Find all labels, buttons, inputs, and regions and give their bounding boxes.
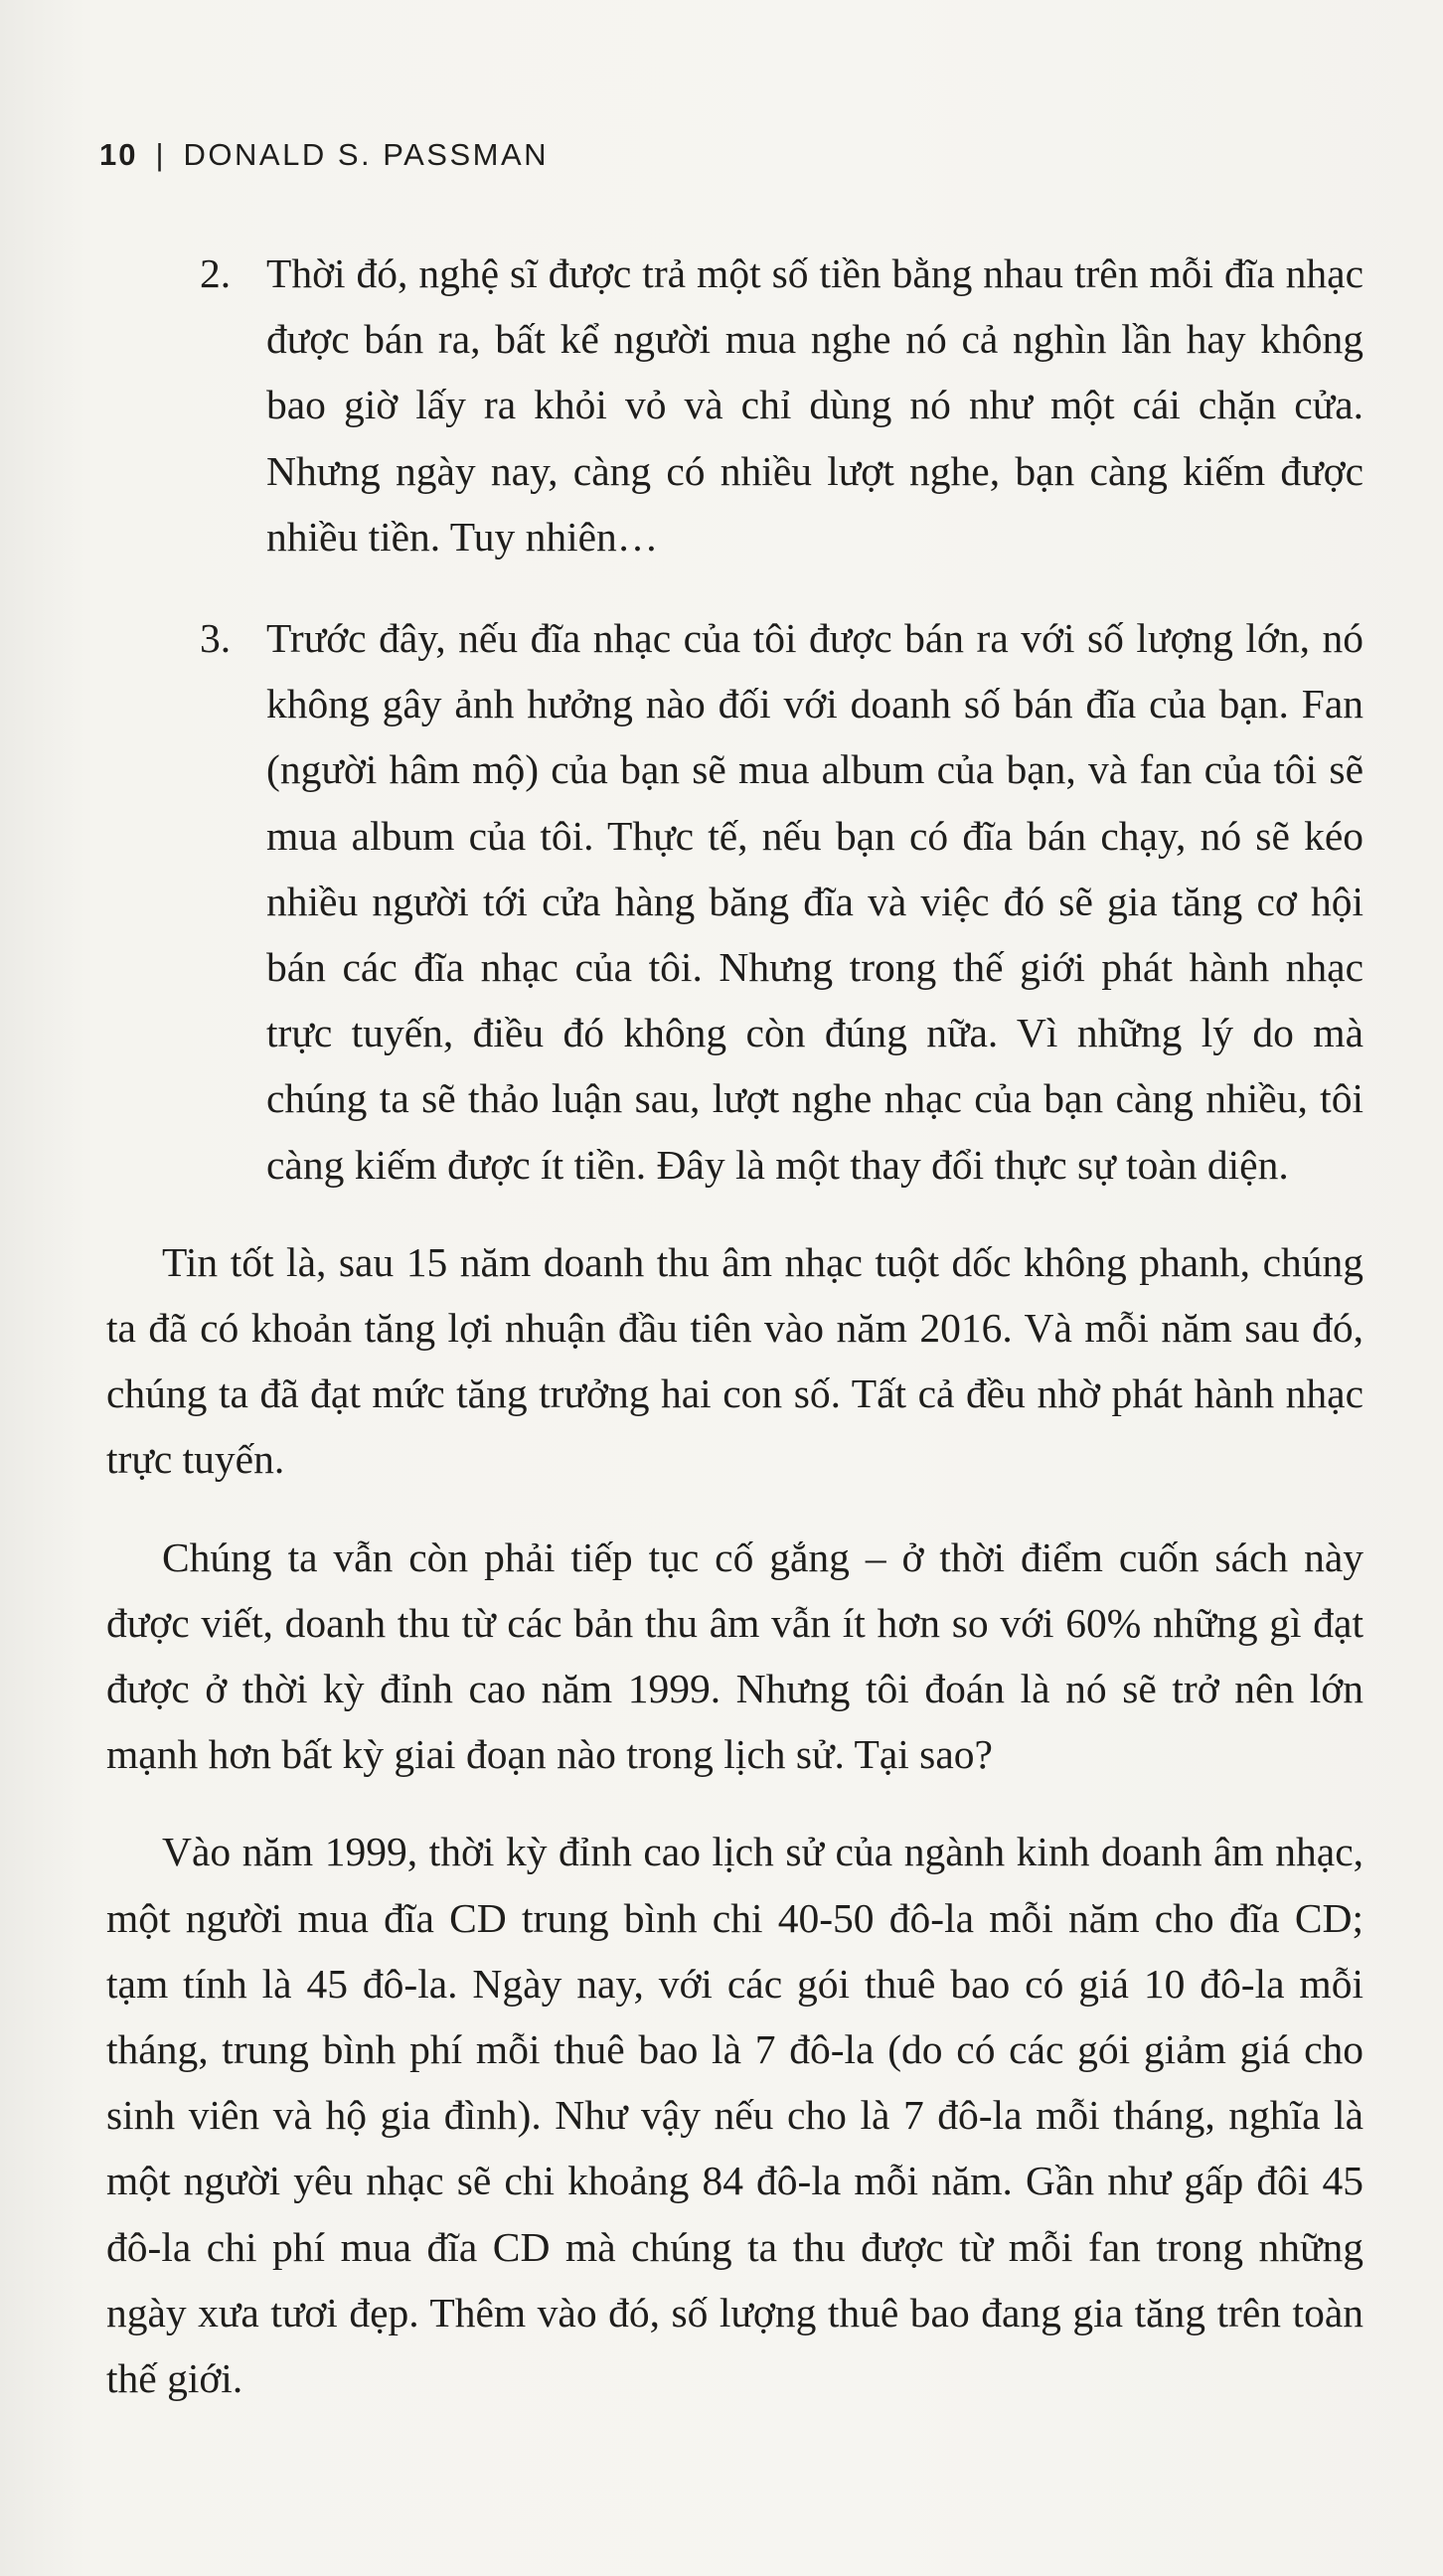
list-item-number: 3. — [200, 615, 232, 662]
author-name: DONALD S. PASSMAN — [183, 137, 550, 172]
list-item — [106, 241, 1363, 569]
paragraph: Vào năm 1999, thời kỳ đỉnh cao lịch sử của ngành kinh doanh âm nhạc, một người mua đĩa CD trung bình chi 40-50 đô-la mỗi năm cho đĩa CD; tạm tính là 45 đô-la. Ngày nay, với các gói thuê bao có giá 10 đô-la mỗi tháng, trung bình phí mỗi thuê bao là 7 đô-la (do có các gói giảm giá cho sinh viên và hộ gia đình). Như vậy nếu cho là 7 đô-la mỗi tháng, nghĩa là một người yêu nhạc sẽ chi khoảng 84 đô-la mỗi năm. Gần như gấp đôi 45 đô-la chi phí mua đĩa CD mà chúng ta thu được từ mỗi fan trong những ngày xưa tươi đẹp. Thêm vào đó, số lượng thuê bao đang gia tăng trên toàn thế giới. — [106, 1829, 1363, 2402]
body-text — [106, 241, 1363, 2411]
list-item-text: Thời đó, nghệ sĩ được trả một số tiền bằng nhau trên mỗi đĩa nhạc được bán ra, bất kể người mua nghe nó cả nghìn lần hay không bao giờ lấy ra khỏi vỏ và chỉ dùng nó như một cái chặn cửa. Nhưng ngày nay, càng có nhiều lượt nghe, bạn càng kiếm được nhiều tiền. Tuy nhiên… — [266, 250, 1363, 560]
list-item-number: 2. — [200, 250, 232, 296]
header-separator: | — [155, 137, 166, 172]
paragraph: Chúng ta vẫn còn phải tiếp tục cố gắng – ở thời điểm cuốn sách này được viết, doanh thu từ các bản thu âm vẫn ít hơn so với 60% những gì đạt được ở thời kỳ đỉnh cao năm 1999. Nhưng tôi đoán là nó sẽ trở nên lớn mạnh hơn bất kỳ giai đoạn nào trong lịch sử. Tại sao? — [106, 1533, 1363, 1778]
list-item-text: Trước đây, nếu đĩa nhạc của tôi được bán ra với số lượng lớn, nó không gây ảnh hưởng nào đối với doanh số bán đĩa của bạn. Fan (người hâm mộ) của bạn sẽ mua album của bạn, và fan của tôi sẽ mua album của tôi. Thực tế, nếu bạn có đĩa bán chạy, nó sẽ kéo nhiều người tới cửa hàng băng đĩa và việc đó sẽ gia tăng cơ hội bán các đĩa nhạc của tôi. Nhưng trong thế giới phát hành nhạc trực tuyến, điều đó không còn đúng nữa. Vì những lý do mà chúng ta sẽ thảo luận sau, lượt nghe nhạc của bạn càng nhiều, tôi càng kiếm được ít tiền. Đây là một thay đổi thực sự toàn diện. — [266, 615, 1363, 1188]
page-number: 10 — [99, 137, 138, 172]
list-item — [106, 605, 1363, 1198]
numbered-list — [106, 241, 1363, 1198]
paragraph: Tin tốt là, sau 15 năm doanh thu âm nhạc tuột dốc không phanh, chúng ta đã có khoản tăng lợi nhuận đầu tiên vào năm 2016. Và mỗi năm sau đó, chúng ta đã đạt mức tăng trưởng hai con số. Tất cả đều nhờ phát hành nhạc trực tuyến. — [106, 1238, 1363, 1483]
running-header — [99, 137, 549, 173]
